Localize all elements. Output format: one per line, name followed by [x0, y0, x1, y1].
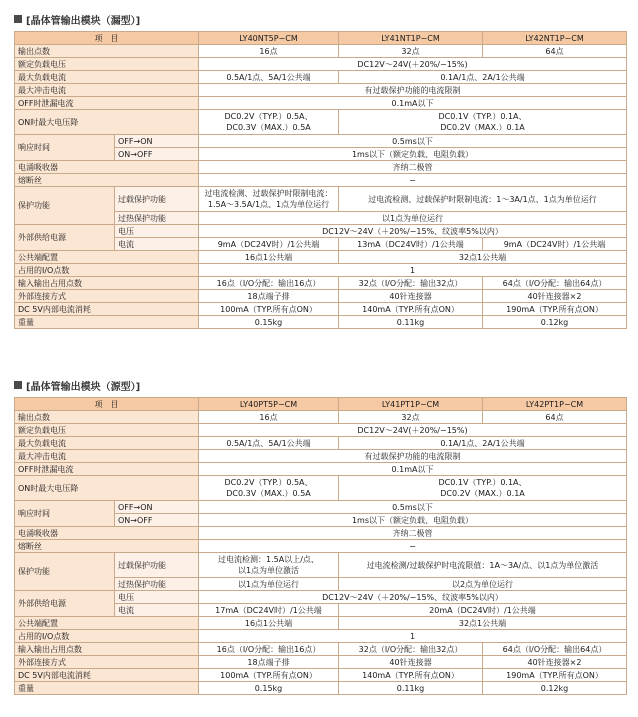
section-title-text: [晶体管输出模块（漏型）] — [26, 15, 141, 27]
sink-output-section — [14, 10, 626, 329]
table-row — [15, 540, 627, 553]
row-label: 最大冲击电流 — [15, 450, 199, 463]
row-label: 公共端配置 — [15, 617, 199, 630]
square-bullet-icon — [14, 381, 22, 389]
header-model-2: LY41NT1P−CM — [339, 32, 483, 45]
cell — [199, 476, 339, 501]
cell: 40针连接器 — [339, 290, 483, 303]
table-row — [15, 84, 627, 97]
table-row — [15, 437, 627, 450]
cell: DC12V～24V(＋20%/−15%) — [199, 58, 627, 71]
cell-line: DC0.1V（TYP.）0.1A、 — [438, 478, 527, 487]
row-label: 外部供给电源 — [15, 225, 115, 251]
sub-label: OFF→ON — [115, 501, 199, 514]
row-label: 最大冲击电流 — [15, 84, 199, 97]
table-row — [15, 264, 627, 277]
spec-table — [14, 397, 627, 695]
row-label: 电涌吸收器 — [15, 161, 199, 174]
sub-label: 过载保护功能 — [115, 187, 199, 212]
cell: 32点（I/O分配：输出32点） — [339, 643, 483, 656]
table-row — [15, 463, 627, 476]
table-row — [15, 669, 627, 682]
row-label: 熔断丝 — [15, 174, 199, 187]
cell-line: DC0.3V（MAX.）0.5A — [226, 489, 311, 498]
cell: 9mA（DC24V时）/1公共端 — [483, 238, 627, 251]
cell: 32点 — [339, 45, 483, 58]
header-model-1: LY40NT5P−CM — [199, 32, 339, 45]
cell: 0.5ms以下 — [199, 135, 627, 148]
row-label: 占用的I/O点数 — [15, 264, 199, 277]
row-label: 外部连接方式 — [15, 656, 199, 669]
row-label: ON时最大电压降 — [15, 110, 199, 135]
cell: 0.5A/1点、5A/1公共端 — [199, 437, 339, 450]
cell: 以2点为单位运行 — [339, 578, 627, 591]
sub-label: 过热保护功能 — [115, 578, 199, 591]
sub-label: OFF→ON — [115, 135, 199, 148]
cell: 64点（I/O分配：输出64点） — [483, 643, 627, 656]
header-item: 项 目 — [15, 398, 199, 411]
cell: 32点 — [339, 411, 483, 424]
cell: 有过载保护功能的电流限制 — [199, 450, 627, 463]
cell: 以1点为单位运行 — [199, 578, 339, 591]
table-row — [15, 682, 627, 695]
table-row — [15, 501, 627, 514]
table-row — [15, 656, 627, 669]
cell: 16点1公共端 — [199, 251, 339, 264]
row-label: 额定负载电压 — [15, 424, 199, 437]
row-label: 最大负载电流 — [15, 437, 199, 450]
table-row — [15, 97, 627, 110]
row-label: DC 5V内部电流消耗 — [15, 303, 199, 316]
cell: 16点1公共端 — [199, 617, 339, 630]
table-row — [15, 251, 627, 264]
cell: 32点1公共端 — [339, 617, 627, 630]
sub-label: 过热保护功能 — [115, 212, 199, 225]
cell: 有过载保护功能的电流限制 — [199, 84, 627, 97]
cell: 100mA（TYP.所有点ON） — [199, 669, 339, 682]
cell: DC12V～24V（＋20%/−15%、纹波率5%以内） — [199, 225, 627, 238]
cell-line: DC0.2V（TYP.）0.5A、 — [224, 112, 313, 121]
table-row — [15, 161, 627, 174]
cell: 40针连接器×2 — [483, 290, 627, 303]
cell: DC12V～24V(＋20%/−15%) — [199, 424, 627, 437]
cell: 0.12kg — [483, 682, 627, 695]
cell-line: DC0.2V（MAX.）0.1A — [440, 123, 525, 132]
cell-line: 1.5A～3.5A/1点、1点为单位运行 — [207, 200, 330, 209]
table-row — [15, 303, 627, 316]
row-label: DC 5V内部电流消耗 — [15, 669, 199, 682]
cell: 以1点为单位运行 — [199, 212, 627, 225]
cell: 过电流检测/过载保护时电流限值：1A～3A/点、以1点为单位激活 — [339, 553, 627, 578]
cell: 0.1A/1点、2A/1公共端 — [339, 437, 627, 450]
cell: 1ms以下（额定负载、电阻负载） — [199, 514, 627, 527]
row-label: 保护功能 — [15, 553, 115, 591]
row-label: 输入输出占用点数 — [15, 277, 199, 290]
cell — [199, 187, 339, 212]
cell: 0.1A/1点、2A/1公共端 — [339, 71, 627, 84]
row-label: 占用的I/O点数 — [15, 630, 199, 643]
table-row — [15, 135, 627, 148]
cell: 1 — [199, 264, 627, 277]
table-row — [15, 424, 627, 437]
table-row — [15, 617, 627, 630]
row-label: ON时最大电压降 — [15, 476, 199, 501]
row-label: 额定负载电压 — [15, 58, 199, 71]
table-row — [15, 71, 627, 84]
row-label: OFF时泄漏电流 — [15, 97, 199, 110]
sub-label: 电压 — [115, 591, 199, 604]
cell — [339, 476, 627, 501]
cell: 1ms以下（额定负载、电阻负载） — [199, 148, 627, 161]
sub-label: 电压 — [115, 225, 199, 238]
table-row — [15, 630, 627, 643]
cell-line: 过电流检测、过载保护时限制电流： — [204, 189, 333, 198]
cell-line: DC0.1V（TYP.）0.1A、 — [438, 112, 527, 121]
header-model-2: LY41PT1P−CM — [339, 398, 483, 411]
cell-line: 过电流检测：1.5A以上/点、 — [218, 555, 319, 564]
row-label: 响应时间 — [15, 501, 115, 527]
spec-table — [14, 31, 627, 329]
cell: 0.15kg — [199, 316, 339, 329]
table-header-row — [15, 398, 627, 411]
cell: 32点（I/O分配：输出32点） — [339, 277, 483, 290]
table-row — [15, 58, 627, 71]
row-label: 外部供给电源 — [15, 591, 115, 617]
row-label: 输出点数 — [15, 45, 199, 58]
cell: 16点 — [199, 411, 339, 424]
row-label: 电涌吸收器 — [15, 527, 199, 540]
row-label: 响应时间 — [15, 135, 115, 161]
table-row — [15, 45, 627, 58]
cell: DC12V～24V（＋20%/−15%、纹波率5%以内） — [199, 591, 627, 604]
row-label: 熔断丝 — [15, 540, 199, 553]
row-label: 输出点数 — [15, 411, 199, 424]
header-model-3: LY42PT1P−CM — [483, 398, 627, 411]
table-row — [15, 225, 627, 238]
header-item: 项 目 — [15, 32, 199, 45]
table-row — [15, 187, 627, 212]
cell: 0.15kg — [199, 682, 339, 695]
cell: 齐纳二极管 — [199, 161, 627, 174]
row-label: 外部连接方式 — [15, 290, 199, 303]
row-label: 保护功能 — [15, 187, 115, 225]
row-label: 最大负载电流 — [15, 71, 199, 84]
table-row — [15, 290, 627, 303]
sub-label: ON→OFF — [115, 514, 199, 527]
cell: 140mA（TYP.所有点ON） — [339, 303, 483, 316]
cell: 0.1mA以下 — [199, 463, 627, 476]
cell: − — [199, 540, 627, 553]
cell: 齐纳二极管 — [199, 527, 627, 540]
table-row — [15, 643, 627, 656]
row-label: 输入输出占用点数 — [15, 643, 199, 656]
cell: 18点端子排 — [199, 290, 339, 303]
section-title — [14, 376, 626, 394]
sub-label: 过载保护功能 — [115, 553, 199, 578]
cell: 1 — [199, 630, 627, 643]
cell: 140mA（TYP.所有点ON） — [339, 669, 483, 682]
cell-line: DC0.2V（TYP.）0.5A、 — [224, 478, 313, 487]
row-label: 公共端配置 — [15, 251, 199, 264]
cell: 0.5A/1点、5A/1公共端 — [199, 71, 339, 84]
table-row — [15, 476, 627, 501]
cell: 190mA（TYP.所有点ON） — [483, 303, 627, 316]
cell: 64点 — [483, 45, 627, 58]
cell: 16点（I/O分配：输出16点） — [199, 277, 339, 290]
cell — [199, 110, 339, 135]
table-header-row — [15, 32, 627, 45]
cell: 64点 — [483, 411, 627, 424]
section-title-text: [晶体管输出模块（源型）] — [26, 381, 141, 393]
cell: − — [199, 174, 627, 187]
cell: 9mA（DC24V时）/1公共端 — [199, 238, 339, 251]
cell — [339, 110, 627, 135]
header-model-3: LY42NT1P−CM — [483, 32, 627, 45]
cell: 过电流检测、过载保护时限制电流：1～3A/1点、1点为单位运行 — [339, 187, 627, 212]
cell: 0.11kg — [339, 316, 483, 329]
cell: 0.5ms以下 — [199, 501, 627, 514]
cell: 40针连接器×2 — [483, 656, 627, 669]
cell: 32点1公共端 — [339, 251, 627, 264]
source-output-section — [14, 376, 626, 695]
cell: 0.11kg — [339, 682, 483, 695]
table-row — [15, 277, 627, 290]
sub-label: 电流 — [115, 238, 199, 251]
cell-line: 以1点为单位激活 — [237, 566, 300, 575]
square-bullet-icon — [14, 15, 22, 23]
cell: 40针连接器 — [339, 656, 483, 669]
header-model-1: LY40PT5P−CM — [199, 398, 339, 411]
cell: 20mA（DC24V时）/1公共端 — [339, 604, 627, 617]
table-row — [15, 450, 627, 463]
cell: 190mA（TYP.所有点ON） — [483, 669, 627, 682]
table-row — [15, 110, 627, 135]
section-title — [14, 10, 626, 28]
cell: 18点端子排 — [199, 656, 339, 669]
cell: 16点 — [199, 45, 339, 58]
table-row — [15, 316, 627, 329]
cell: 0.12kg — [483, 316, 627, 329]
row-label: 重量 — [15, 682, 199, 695]
sub-label: 电流 — [115, 604, 199, 617]
cell: 0.1mA以下 — [199, 97, 627, 110]
table-row — [15, 411, 627, 424]
cell: 100mA（TYP.所有点ON） — [199, 303, 339, 316]
cell: 64点（I/O分配：输出64点） — [483, 277, 627, 290]
cell-line: DC0.3V（MAX.）0.5A — [226, 123, 311, 132]
cell-line: DC0.2V（MAX.）0.1A — [440, 489, 525, 498]
row-label: OFF时泄漏电流 — [15, 463, 199, 476]
table-row — [15, 553, 627, 578]
cell: 13mA（DC24V时）/1公共端 — [339, 238, 483, 251]
cell — [199, 553, 339, 578]
table-row — [15, 174, 627, 187]
row-label: 重量 — [15, 316, 199, 329]
table-row — [15, 527, 627, 540]
cell: 17mA（DC24V时）/1公共端 — [199, 604, 339, 617]
table-row — [15, 591, 627, 604]
sub-label: ON→OFF — [115, 148, 199, 161]
cell: 16点（I/O分配：输出16点） — [199, 643, 339, 656]
